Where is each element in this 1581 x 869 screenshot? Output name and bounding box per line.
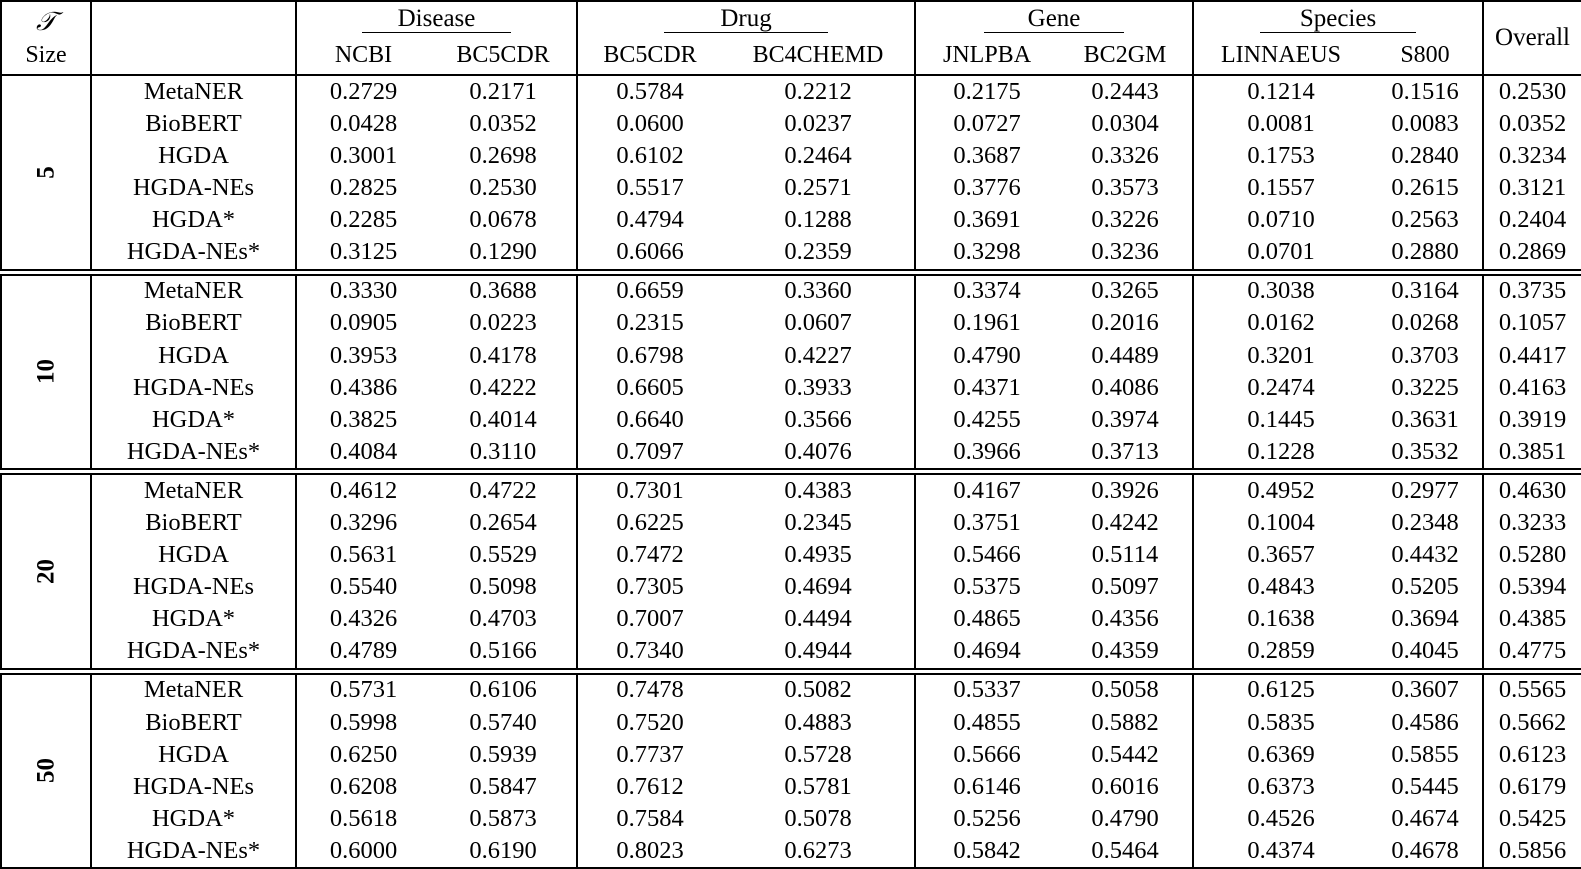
metric-value: 0.2530 (469, 174, 537, 202)
metric-value: 0.2212 (722, 75, 915, 108)
metric-value: 0.3201 (1193, 340, 1368, 372)
metric-value: 0.2464 (784, 141, 852, 169)
metric-value: 0.4417 (1483, 340, 1581, 372)
metric-value: 0.5280 (1483, 539, 1581, 571)
metric-value: 0.5114 (1091, 541, 1159, 569)
size-group-label (1, 275, 91, 470)
column-header-bc5cdr-drug: BC5CDR (577, 36, 722, 75)
metric-value: 0.3164 (1368, 275, 1483, 308)
table-row (1, 404, 1581, 436)
metric-value: 0.0678 (469, 206, 537, 234)
metric-value: 0.4178 (469, 341, 537, 369)
metric-value: 0.4952 (1193, 474, 1368, 507)
metric-value: 0.5256 (915, 803, 1058, 835)
metric-value: 0.4359 (1058, 636, 1193, 669)
column-group-gene (915, 1, 1193, 36)
method-name: BioBERT (91, 707, 296, 739)
metric-value: 0.5662 (1483, 707, 1581, 739)
method-name: HGDA* (91, 404, 296, 436)
metric-value: 0.5631 (296, 539, 430, 571)
table-row (1, 172, 1581, 204)
column-header-overall: Overall (1483, 1, 1581, 75)
method-name: BioBERT (91, 308, 296, 340)
column-group-disease-label: Disease (362, 5, 512, 33)
metric-value: 0.5464 (1058, 835, 1193, 868)
table-row (1, 275, 1581, 308)
metric-value: 0.2171 (430, 75, 577, 108)
metric-value: 0.5517 (577, 172, 722, 204)
metric-value: 0.2474 (1193, 372, 1368, 404)
metric-value: 0.3566 (784, 405, 852, 433)
metric-value: 0.7301 (577, 474, 722, 507)
metric-value: 0.0223 (469, 309, 537, 337)
metric-value: 0.4935 (784, 541, 852, 569)
metric-value: 0.4494 (784, 605, 852, 633)
metric-value: 0.4076 (722, 436, 915, 469)
size-group-value: 5 (32, 166, 60, 179)
metric-value: 0.4944 (722, 636, 915, 669)
method-name: MetaNER (91, 474, 296, 507)
header-group-row (1, 1, 1581, 36)
metric-value: 0.3360 (722, 275, 915, 308)
method-name: HGDA (91, 140, 296, 172)
metric-value: 0.0607 (784, 309, 852, 337)
metric-value: 0.4612 (296, 474, 430, 507)
metric-value: 0.2729 (296, 75, 430, 108)
metric-value: 0.6102 (577, 140, 722, 172)
metric-value: 0.3233 (1483, 507, 1581, 539)
metric-value: 0.2869 (1483, 236, 1581, 269)
metric-value: 0.2175 (915, 75, 1058, 108)
tau-symbol: 𝒯 (36, 6, 56, 37)
metric-value: 0.7584 (577, 803, 722, 835)
metric-value: 0.3933 (784, 373, 852, 401)
metric-value: 0.4526 (1193, 803, 1368, 835)
metric-value: 0.3234 (1483, 140, 1581, 172)
table-row (1, 75, 1581, 108)
metric-value: 0.4789 (296, 636, 430, 669)
size-group-label (1, 674, 91, 869)
table-body (1, 75, 1581, 868)
metric-value: 0.2348 (1391, 509, 1459, 537)
metric-value: 0.2880 (1368, 236, 1483, 269)
metric-value: 0.5784 (577, 75, 722, 108)
size-group-value: 20 (32, 558, 60, 584)
metric-value: 0.4775 (1483, 636, 1581, 669)
metric-value: 0.4678 (1368, 835, 1483, 868)
metric-value: 0.0905 (296, 308, 430, 340)
metric-value: 0.7007 (577, 604, 722, 636)
metric-value: 0.1445 (1193, 404, 1368, 436)
metric-value: 0.2315 (577, 308, 722, 340)
metric-value: 0.5847 (469, 772, 537, 800)
metric-value: 0.4722 (430, 474, 577, 507)
metric-value: 0.2654 (469, 509, 537, 537)
metric-value: 0.3776 (915, 172, 1058, 204)
table-row (1, 372, 1581, 404)
metric-value: 0.3735 (1483, 275, 1581, 308)
metric-value: 0.2859 (1193, 636, 1368, 669)
metric-value: 0.3851 (1483, 436, 1581, 469)
metric-value: 0.4855 (915, 707, 1058, 739)
metric-value: 0.2571 (784, 174, 852, 202)
metric-value: 0.5873 (469, 804, 537, 832)
metric-value: 0.4790 (1091, 804, 1159, 832)
metric-value: 0.4630 (1483, 474, 1581, 507)
metric-value: 0.3225 (1391, 373, 1459, 401)
metric-value: 0.0162 (1193, 308, 1368, 340)
metric-value: 0.3713 (1058, 436, 1193, 469)
metric-value: 0.4432 (1391, 541, 1459, 569)
metric-value: 0.3121 (1483, 172, 1581, 204)
metric-value: 0.5728 (784, 740, 852, 768)
metric-value: 0.0352 (469, 109, 537, 137)
metric-value: 0.6123 (1483, 739, 1581, 771)
size-group-value: 10 (32, 359, 60, 385)
metric-value: 0.5842 (915, 835, 1058, 868)
metric-value: 0.7097 (577, 436, 722, 469)
table-row (1, 771, 1581, 803)
metric-value: 0.3657 (1193, 539, 1368, 571)
table-row (1, 140, 1581, 172)
metric-value: 0.3953 (296, 340, 430, 372)
metric-value: 0.6190 (430, 835, 577, 868)
metric-value: 0.5882 (1091, 708, 1159, 736)
metric-value: 0.8023 (577, 835, 722, 868)
metric-value: 0.2615 (1391, 174, 1459, 202)
table-row (1, 308, 1581, 340)
table-row (1, 204, 1581, 236)
metric-value: 0.6125 (1193, 674, 1368, 707)
metric-value: 0.7478 (577, 674, 722, 707)
size-group-label (1, 75, 91, 270)
metric-value: 0.5855 (1391, 740, 1459, 768)
metric-value: 0.4374 (1193, 835, 1368, 868)
metric-value: 0.3236 (1058, 236, 1193, 269)
metric-value: 0.5166 (430, 636, 577, 669)
column-group-species (1193, 1, 1483, 36)
metric-value: 0.3125 (296, 236, 430, 269)
metric-value: 0.0352 (1483, 108, 1581, 140)
metric-value: 0.6146 (915, 771, 1058, 803)
metric-value: 0.4794 (577, 204, 722, 236)
metric-value: 0.4385 (1483, 604, 1581, 636)
metric-value: 0.1516 (1368, 75, 1483, 108)
metric-value: 0.4489 (1091, 341, 1159, 369)
table-row (1, 340, 1581, 372)
method-name: HGDA-NEs* (91, 236, 296, 269)
table-row (1, 835, 1581, 868)
metric-value: 0.4014 (469, 405, 537, 433)
metric-value: 0.3374 (915, 275, 1058, 308)
method-name: HGDA* (91, 803, 296, 835)
metric-value: 0.1004 (1193, 507, 1368, 539)
method-name: HGDA-NEs* (91, 436, 296, 469)
method-name: HGDA-NEs (91, 571, 296, 603)
metric-value: 0.5565 (1483, 674, 1581, 707)
metric-value: 0.2563 (1391, 206, 1459, 234)
metric-value: 0.5781 (784, 772, 852, 800)
metric-value: 0.0237 (784, 109, 852, 137)
metric-value: 0.6250 (296, 739, 430, 771)
table-header (1, 1, 1581, 75)
metric-value: 0.5731 (296, 674, 430, 707)
method-name: MetaNER (91, 75, 296, 108)
metric-value: 0.6225 (577, 507, 722, 539)
method-name: HGDA (91, 739, 296, 771)
metric-value: 0.0304 (1091, 109, 1159, 137)
metric-value: 0.3926 (1058, 474, 1193, 507)
metric-value: 0.3298 (915, 236, 1058, 269)
metric-value: 0.3751 (915, 507, 1058, 539)
method-name: HGDA-NEs (91, 771, 296, 803)
method-name: HGDA-NEs (91, 172, 296, 204)
metric-value: 0.4383 (722, 474, 915, 507)
metric-value: 0.3974 (1091, 405, 1159, 433)
metric-value: 0.2404 (1483, 204, 1581, 236)
metric-value: 0.5939 (469, 740, 537, 768)
column-group-gene-label: Gene (984, 5, 1125, 33)
metric-value: 0.4227 (784, 341, 852, 369)
metric-value: 0.2977 (1368, 474, 1483, 507)
table-row (1, 571, 1581, 603)
metric-value: 0.3001 (296, 140, 430, 172)
metric-value: 0.1228 (1193, 436, 1368, 469)
metric-value: 0.3687 (915, 140, 1058, 172)
metric-value: 0.7340 (577, 636, 722, 669)
metric-value: 0.3296 (296, 507, 430, 539)
metric-value: 0.4255 (915, 404, 1058, 436)
metric-value: 0.5618 (296, 803, 430, 835)
metric-value: 0.4222 (469, 373, 537, 401)
method-name: HGDA (91, 539, 296, 571)
metric-value: 0.3607 (1368, 674, 1483, 707)
metric-value: 0.4674 (1391, 804, 1459, 832)
column-header-jnlpba: JNLPBA (915, 36, 1058, 75)
metric-value: 0.1288 (784, 206, 852, 234)
metric-value: 0.0268 (1391, 309, 1459, 337)
metric-value: 0.5835 (1193, 707, 1368, 739)
table-row (1, 236, 1581, 269)
metric-value: 0.4326 (296, 604, 430, 636)
method-name: MetaNER (91, 275, 296, 308)
metric-value: 0.3691 (915, 204, 1058, 236)
metric-value: 0.7472 (577, 539, 722, 571)
metric-value: 0.6106 (430, 674, 577, 707)
metric-value: 0.6000 (296, 835, 430, 868)
metric-value: 0.2840 (1391, 141, 1459, 169)
metric-value: 0.6659 (577, 275, 722, 308)
metric-value: 0.0701 (1193, 236, 1368, 269)
metric-value: 0.3038 (1193, 275, 1368, 308)
method-name: HGDA-NEs* (91, 835, 296, 868)
metric-value: 0.5058 (1058, 674, 1193, 707)
metric-value: 0.5082 (722, 674, 915, 707)
metric-value: 0.2530 (1483, 75, 1581, 108)
metric-value: 0.1638 (1193, 604, 1368, 636)
metric-value: 0.3265 (1058, 275, 1193, 308)
column-header-linnaeus: LINNAEUS (1193, 36, 1368, 75)
metric-value: 0.6369 (1193, 739, 1368, 771)
method-name: BioBERT (91, 507, 296, 539)
metric-value: 0.3631 (1391, 405, 1459, 433)
metric-value: 0.5375 (915, 571, 1058, 603)
metric-value: 0.4371 (915, 372, 1058, 404)
column-group-drug-label: Drug (664, 5, 827, 33)
metric-value: 0.1057 (1483, 308, 1581, 340)
metric-value: 0.3573 (1091, 174, 1159, 202)
metric-value: 0.5098 (469, 573, 537, 601)
metric-value: 0.6066 (577, 236, 722, 269)
metric-value: 0.5540 (296, 571, 430, 603)
metric-value: 0.5856 (1483, 835, 1581, 868)
metric-value: 0.4163 (1483, 372, 1581, 404)
table-row (1, 707, 1581, 739)
metric-value: 0.0710 (1193, 204, 1368, 236)
metric-value: 0.4045 (1368, 636, 1483, 669)
column-group-drug (577, 1, 915, 36)
metric-value: 0.5740 (469, 708, 537, 736)
metric-value: 0.5529 (469, 541, 537, 569)
metric-value: 0.4242 (1091, 509, 1159, 537)
table-row (1, 739, 1581, 771)
metric-value: 0.3703 (1391, 341, 1459, 369)
metric-value: 0.6640 (577, 404, 722, 436)
metric-value: 0.0428 (296, 108, 430, 140)
metric-value: 0.4843 (1193, 571, 1368, 603)
metric-value: 0.4865 (915, 604, 1058, 636)
size-group-label (1, 474, 91, 669)
metric-value: 0.6373 (1193, 771, 1368, 803)
table-row (1, 636, 1581, 669)
metric-value: 0.5097 (1091, 573, 1159, 601)
column-header-bc5cdr-dis: BC5CDR (430, 36, 577, 75)
metric-value: 0.4703 (469, 605, 537, 633)
metric-value: 0.3226 (1091, 206, 1159, 234)
metric-value: 0.6605 (577, 372, 722, 404)
metric-value: 0.5998 (296, 707, 430, 739)
metric-value: 0.7737 (577, 739, 722, 771)
method-name: BioBERT (91, 108, 296, 140)
table-row (1, 436, 1581, 469)
table-row (1, 604, 1581, 636)
metric-value: 0.1557 (1193, 172, 1368, 204)
metric-value: 0.2359 (722, 236, 915, 269)
table-row (1, 474, 1581, 507)
metric-value: 0.4694 (915, 636, 1058, 669)
metric-value: 0.3688 (430, 275, 577, 308)
column-header-ncbi: NCBI (296, 36, 430, 75)
metric-value: 0.3110 (430, 436, 577, 469)
metric-value: 0.0083 (1391, 109, 1459, 137)
metric-value: 0.2285 (296, 204, 430, 236)
metric-value: 0.6798 (577, 340, 722, 372)
method-name: HGDA* (91, 204, 296, 236)
metric-value: 0.4386 (296, 372, 430, 404)
metric-value: 0.5666 (915, 739, 1058, 771)
method-name: HGDA* (91, 604, 296, 636)
table-row (1, 803, 1581, 835)
metric-value: 0.2016 (1091, 309, 1159, 337)
corner-cell (1, 1, 91, 75)
table-row (1, 539, 1581, 571)
column-header-bc2gm: BC2GM (1058, 36, 1193, 75)
column-header-s800: S800 (1368, 36, 1483, 75)
metric-value: 0.0600 (577, 108, 722, 140)
metric-value: 0.4790 (915, 340, 1058, 372)
method-name: MetaNER (91, 674, 296, 707)
metric-value: 0.3825 (296, 404, 430, 436)
method-name: HGDA-NEs (91, 372, 296, 404)
metric-value: 0.3919 (1483, 404, 1581, 436)
metric-value: 0.0081 (1193, 108, 1368, 140)
metric-value: 0.3966 (915, 436, 1058, 469)
metric-value: 0.1214 (1193, 75, 1368, 108)
metric-value: 0.5442 (1091, 740, 1159, 768)
method-name: HGDA-NEs* (91, 636, 296, 669)
metric-value: 0.4086 (1091, 373, 1159, 401)
method-name: HGDA (91, 340, 296, 372)
metric-value: 0.5394 (1483, 571, 1581, 603)
metric-value: 0.5466 (915, 539, 1058, 571)
metric-value: 0.3694 (1391, 605, 1459, 633)
method-header (91, 1, 296, 75)
metric-value: 0.3330 (296, 275, 430, 308)
metric-value: 0.4883 (784, 708, 852, 736)
metric-value: 0.2443 (1058, 75, 1193, 108)
metric-value: 0.6016 (1091, 772, 1159, 800)
metric-value: 0.4356 (1091, 605, 1159, 633)
metric-value: 0.6179 (1483, 771, 1581, 803)
metric-value: 0.5078 (784, 804, 852, 832)
metric-value: 0.5337 (915, 674, 1058, 707)
metric-value: 0.4167 (915, 474, 1058, 507)
metric-value: 0.4586 (1391, 708, 1459, 736)
metric-value: 0.6208 (296, 771, 430, 803)
metric-value: 0.7612 (577, 771, 722, 803)
metric-value: 0.0727 (915, 108, 1058, 140)
metric-value: 0.3326 (1091, 141, 1159, 169)
size-label: Size (25, 41, 67, 68)
table-row (1, 507, 1581, 539)
column-group-species-label: Species (1260, 5, 1416, 33)
metric-value: 0.5425 (1483, 803, 1581, 835)
metric-value: 0.2698 (469, 141, 537, 169)
metric-value: 0.5445 (1391, 772, 1459, 800)
column-group-disease (296, 1, 577, 36)
metric-value: 0.7305 (577, 571, 722, 603)
metric-value: 0.3532 (1368, 436, 1483, 469)
table-row (1, 674, 1581, 707)
metric-value: 0.1753 (1193, 140, 1368, 172)
metric-value: 0.1961 (915, 308, 1058, 340)
size-group-value: 50 (32, 758, 60, 784)
metric-value: 0.4084 (296, 436, 430, 469)
metric-value: 0.7520 (577, 707, 722, 739)
metric-value: 0.1290 (430, 236, 577, 269)
metric-value: 0.5205 (1391, 573, 1459, 601)
metric-value: 0.2825 (296, 172, 430, 204)
metric-value: 0.6273 (722, 835, 915, 868)
metric-value: 0.4694 (784, 573, 852, 601)
table-row (1, 108, 1581, 140)
column-header-bc4chemd: BC4CHEMD (722, 36, 915, 75)
metric-value: 0.2345 (784, 509, 852, 537)
